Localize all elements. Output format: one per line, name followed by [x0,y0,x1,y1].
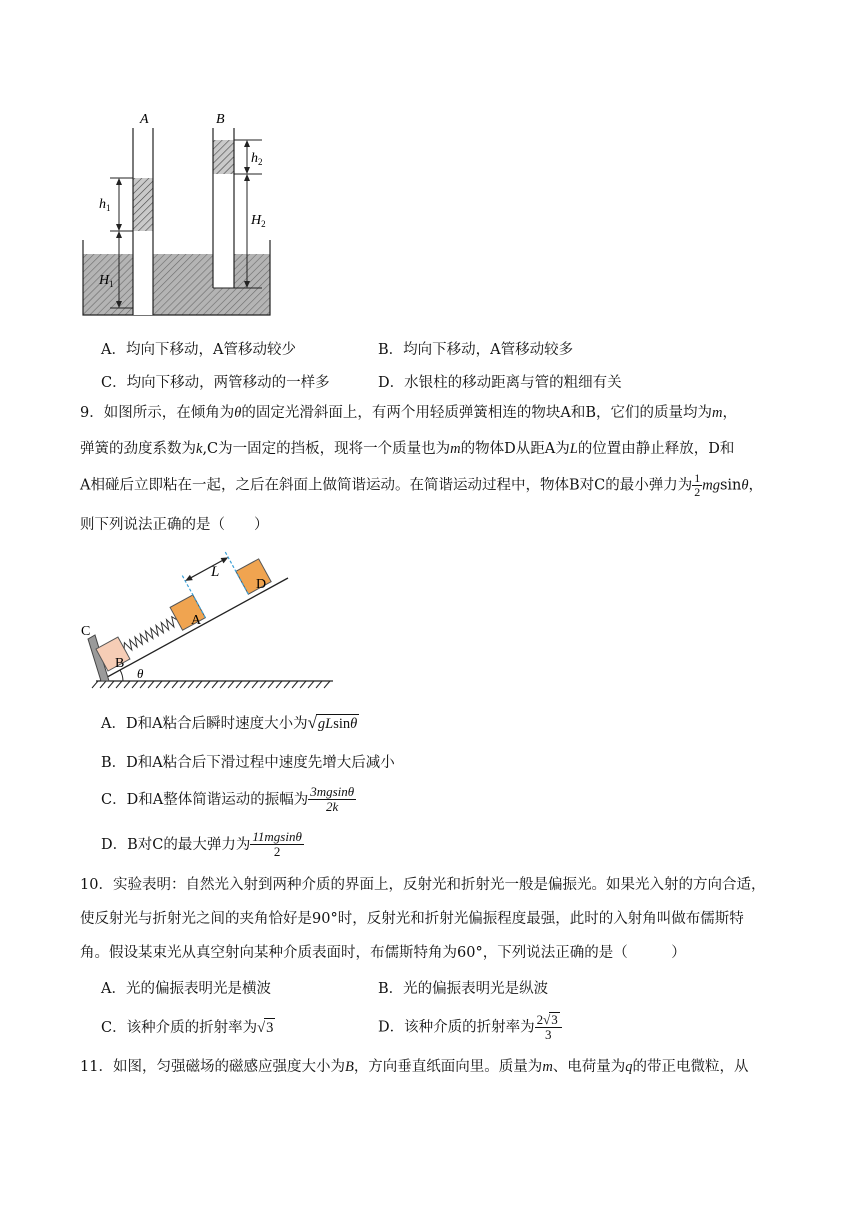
q8-option-b[interactable]: B．均向下移动，A管移动较多 [378,342,574,358]
q10-option-b[interactable]: B．光的偏振表明光是纵波 [378,981,549,997]
label-theta: θ [137,666,144,681]
label-b: B [115,656,125,671]
H1-label: $H_1$ [99,273,114,289]
spring [122,615,179,653]
q10-option-d[interactable]: D．该种介质的折射率为 $\frac{2√3}{3}$ [378,1012,562,1043]
label-l: L [211,564,220,580]
tube-a-mercury [133,178,153,231]
q10-stem-line1: 10．实验表明：自然光入射到两种介质的界面上，反射光和折射光一般是偏振光。如果光入射的方向合适， [80,877,766,893]
q9-option-c[interactable]: C．D和A整体简谐运动的振幅为 $\frac{3mgsin\theta}{2k}$ [101,784,355,815]
q10-option-a[interactable]: A．光的偏振表明光是横波 [101,981,271,997]
q11-stem-line1: 11．如图，匀强磁场的磁感应强度大小为B，方向垂直纸面向里。质量为m、电荷量为q的带正电微粒，从 [80,1059,749,1075]
q9-stem-line4: 则下列说法正确的是（ ） [80,517,269,533]
q9-option-d[interactable]: D．B对C的最大弹力为 $\frac{11mgsin\theta}{2}$ [101,829,302,860]
tube-b-label: B [216,112,225,127]
tube-a-label: A [140,112,149,127]
h2-label: $h_2$ [251,151,263,167]
q8-option-d[interactable]: D．水银柱的移动距离与管的粗细有关 [378,375,622,391]
q9-option-a[interactable]: A．D和A粘合后瞬时速度大小为√gLsinθ [101,712,359,735]
q10-stem-line3: 角。假设某束光从真空射向某种介质表面时，布儒斯特角为60°，下列说法正确的是（ ） [80,945,686,961]
incline-figure [78,548,338,694]
q8-option-c[interactable]: C．均向下移动，两管移动的一样多 [101,375,330,391]
q9-stem-line2: 弹簧的劲度系数为k,C为一固定的挡板，现将一个质量也为m的物体D从距A为L的位置由静止释放，D和 [80,441,735,457]
tubes-figure [70,108,300,323]
label-d: D [256,577,267,592]
label-c: C [81,624,91,639]
q10-stem-line2: 使反射光与折射光之间的夹角恰好是90°时，反射光和折射光偏振程度最强，此时的入射角叫做布儒斯特 [80,911,744,927]
q9-stem-line1: 9．如图所示，在倾角为θ的固定光滑斜面上，有两个用轻质弹簧相连的物块A和B，它们的质量均为m， [80,405,737,421]
q8-option-a[interactable]: A．均向下移动，A管移动较少 [101,342,296,358]
q9-option-b[interactable]: B．D和A粘合后下滑过程中速度先增大后减小 [101,755,395,771]
tube-b-mercury [213,140,234,174]
label-a: A [191,613,202,628]
q10-option-c[interactable]: C．该种介质的折射率为√3 [101,1018,275,1039]
h1-label: $h_1$ [99,197,111,213]
H2-label: $H_2$ [251,213,266,229]
q9-stem-line3: A相碰后立即粘在一起，之后在斜面上做简谐运动。在简谐运动过程中，物体B对C的最小弹力为 $\frac{1}{2}$ mgsinθ， [80,471,763,500]
incline-surface [100,578,288,681]
